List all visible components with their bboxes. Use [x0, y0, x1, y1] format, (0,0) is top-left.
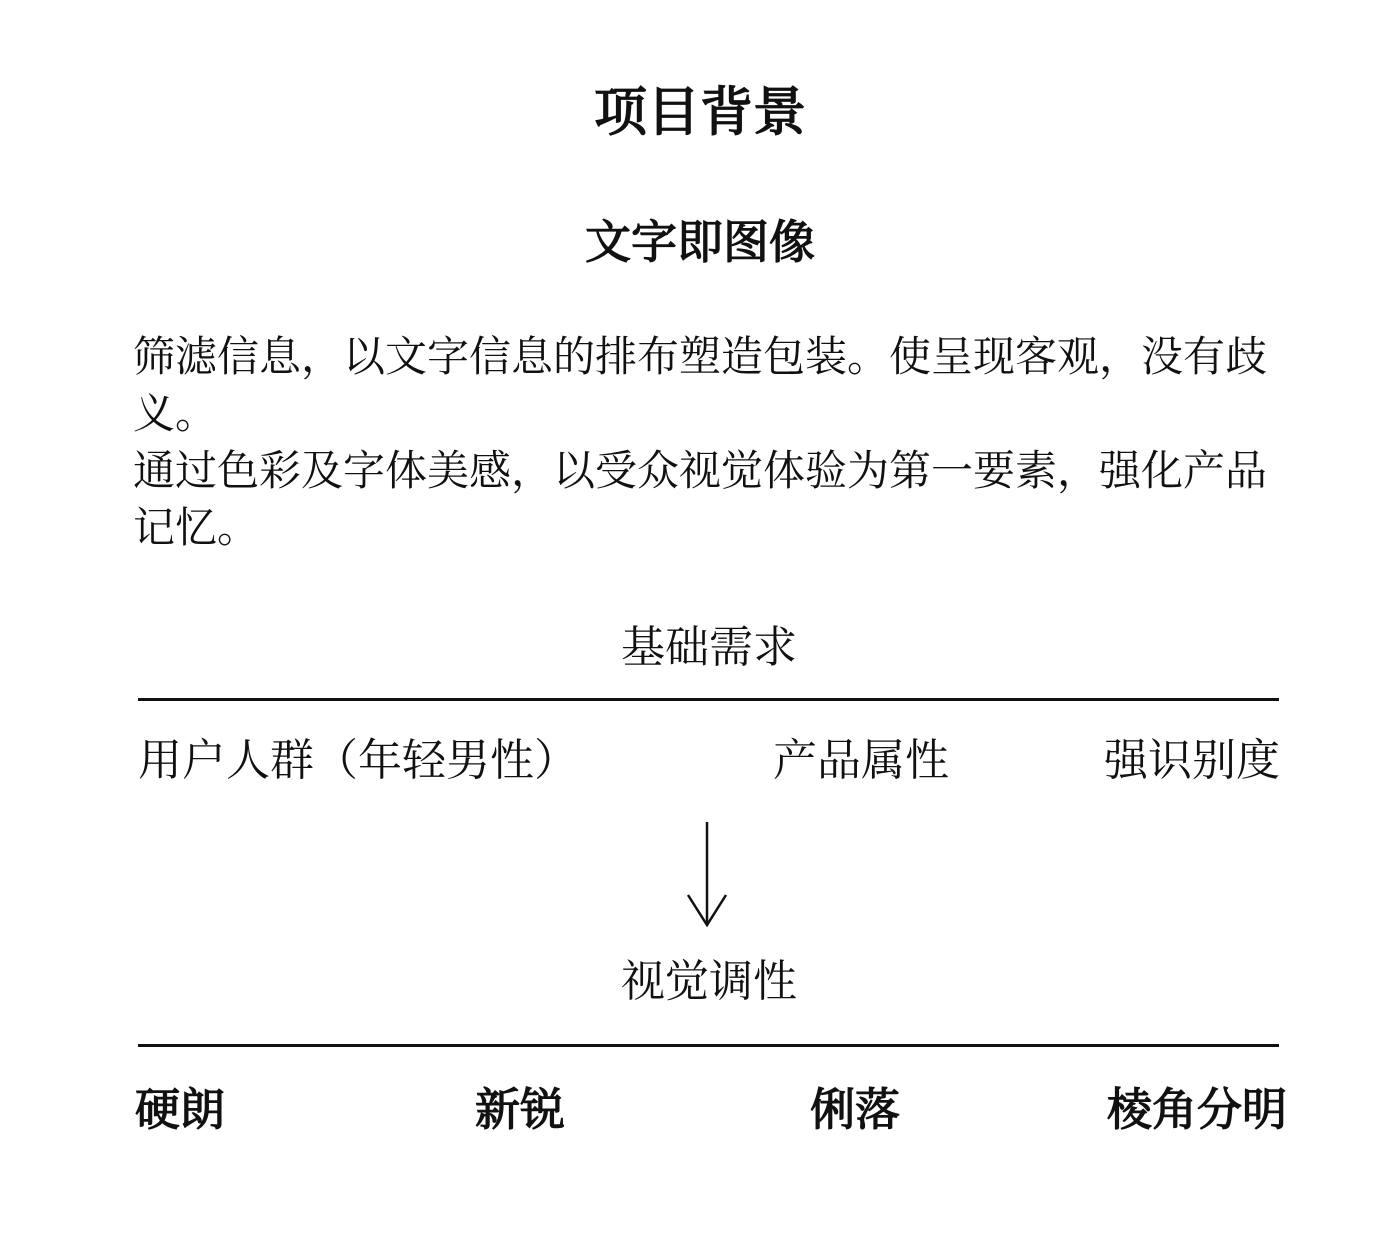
need-product-attribute: 产品属性	[773, 736, 949, 785]
needs-heading: 基础需求	[621, 623, 797, 672]
intro-paragraph	[133, 328, 1267, 556]
page-title: 项目背景	[594, 83, 806, 142]
tone-keyword: 棱角分明	[1106, 1084, 1287, 1135]
intro-line: 义。	[133, 390, 218, 437]
divider-line	[138, 698, 1279, 701]
need-user-group: 用户人群（年轻男性）	[138, 736, 578, 785]
tone-keyword: 新锐	[475, 1084, 566, 1135]
page-subtitle: 文字即图像	[585, 216, 815, 268]
need-recognizability: 强识别度	[1104, 736, 1280, 785]
intro-line: 通过色彩及字体美感，以受众视觉体验为第一要素，强化产品	[133, 447, 1268, 494]
divider-line	[138, 1044, 1279, 1047]
tone-heading: 视觉调性	[621, 957, 797, 1006]
intro-line: 记忆。	[133, 504, 260, 551]
tone-keyword: 俐落	[810, 1084, 901, 1135]
intro-line: 筛滤信息，以文字信息的排布塑造包装。使呈现客观，没有歧	[133, 333, 1268, 380]
tone-keyword: 硬朗	[135, 1084, 226, 1135]
down-arrow-icon	[685, 819, 729, 929]
